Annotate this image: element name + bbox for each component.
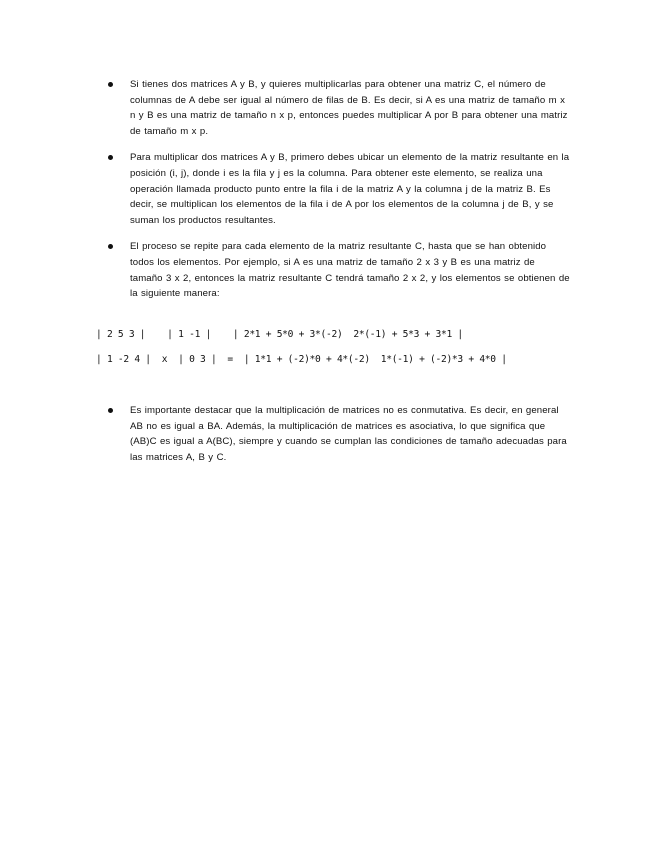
bullet-dot-icon (108, 82, 113, 87)
paragraph-properties: Es importante destacar que la multiplicación de matrices no es conmutativa. Es decir, en general AB no es igual a BA. Además, la multiplicación de matrices es asociativa, lo que significa que (AB)C es igual a A(BC), siempre y cuando se cumplan las condiciones de tamaño adecuadas para las matrices A, B y C. (130, 405, 567, 463)
matrix-expression-row-2: | 1 -2 4 | x | 0 3 | = | 1*1 + (-2)*0 + 4*(-2) 1*(-1) + (-2)*3 + 4*0 | (96, 354, 507, 365)
bullet-item (100, 239, 570, 301)
bullet-list-top (100, 77, 570, 313)
matrix-expression-row-1: | 2 5 3 | | 1 -1 | | 2*1 + 5*0 + 3*(-2) 2*(-1) + 5*3 + 3*1 | (96, 329, 463, 340)
bullet-dot-icon (108, 155, 113, 160)
bullet-list-bottom (100, 403, 570, 465)
bullet-dot-icon (108, 408, 113, 413)
paragraph-dot-product: Para multiplicar dos matrices A y B, primero debes ubicar un elemento de la matriz resultante en la posición (i, j), donde i es la fila y j es la columna. Para obtener este elemento, se realiza una operación llamada producto punto entre la fila i de la matriz A y la columna j de la matriz B. Es decir, se multiplican los elementos de la fila i de A por los elementos de la columna j de B, y se suman los productos resultantes. (130, 152, 570, 226)
bullet-item (100, 77, 570, 139)
bullet-item (100, 403, 570, 465)
bullet-item (100, 150, 570, 228)
bullet-dot-icon (108, 244, 113, 249)
paragraph-example: El proceso se repite para cada elemento de la matriz resultante C, hasta que se han obtenido todos los elementos. Por ejemplo, si A es una matriz de tamaño 2 x 3 y B es una matriz de tamaño 3 x 2, entonces la matriz resultante C tendrá tamaño 2 x 2, y los elementos se obtienen de la siguiente manera: (130, 241, 570, 300)
paragraph-matrix-dimensions: Si tienes dos matrices A y B, y quieres multiplicarlas para obtener una matriz C, el número de columnas de A debe ser igual al número de filas de B. Es decir, si A es una matriz de tamaño m x n y B es una matriz de tamaño n x p, entonces puedes multiplicar A por B para obtener una matriz de tamaño m x p. (130, 79, 568, 137)
